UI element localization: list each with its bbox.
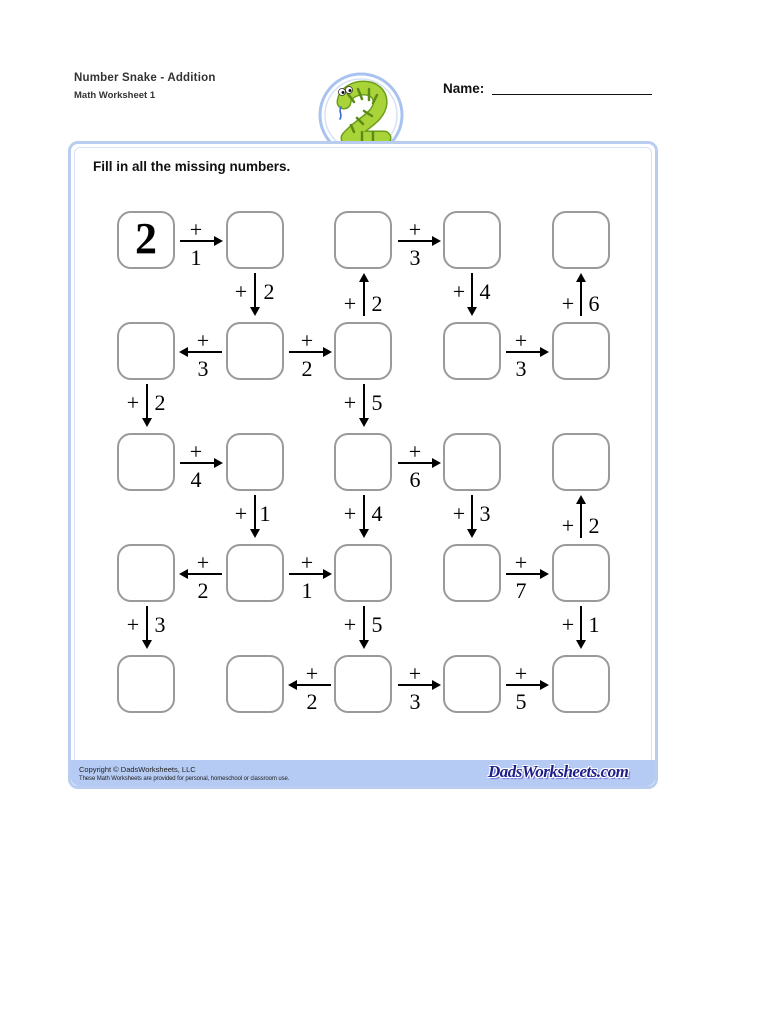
plus-sign: + (408, 661, 422, 686)
step-value: 2 (588, 513, 600, 538)
step-value: 7 (515, 578, 527, 603)
plus-sign: + (189, 439, 203, 464)
answer-box-r4-c3[interactable] (334, 544, 392, 602)
step-value: 1 (259, 501, 271, 526)
disclaimer-text: These Math Worksheets are provided for personal, homeschool or classroom use. (79, 776, 290, 782)
answer-box-r3-c4[interactable] (443, 433, 501, 491)
name-field[interactable] (492, 94, 652, 95)
arrow-right-icon (504, 346, 550, 358)
step-value: 2 (301, 356, 313, 381)
copyright-text: Copyright © DadsWorksheets, LLC (79, 765, 196, 774)
answer-box-r4-c4[interactable] (443, 544, 501, 602)
arrow-down-icon (249, 272, 261, 318)
plus-sign: + (561, 291, 575, 316)
step-value: 3 (409, 245, 421, 270)
answer-box-r1-c5[interactable] (552, 211, 610, 269)
plus-sign: + (514, 550, 528, 575)
answer-box-r2-c5[interactable] (552, 322, 610, 380)
step-value: 5 (515, 689, 527, 714)
plus-sign: + (343, 291, 357, 316)
name-label: Name: (443, 81, 485, 96)
step-value: 2 (197, 578, 209, 603)
plus-sign: + (343, 501, 357, 526)
step-value: 4 (190, 467, 202, 492)
arrow-right-icon (504, 679, 550, 691)
plus-sign: + (300, 328, 314, 353)
plus-sign: + (343, 390, 357, 415)
answer-box-r2-c1[interactable] (117, 322, 175, 380)
answer-box-r5-c1[interactable] (117, 655, 175, 713)
plus-sign: + (189, 217, 203, 242)
step-value: 3 (515, 356, 527, 381)
start-number-box: 2 (117, 211, 175, 269)
plus-sign: + (126, 612, 140, 637)
plus-sign: + (234, 279, 248, 304)
answer-box-r4-c1[interactable] (117, 544, 175, 602)
plus-sign: + (408, 439, 422, 464)
plus-sign: + (300, 550, 314, 575)
plus-sign: + (305, 661, 319, 686)
step-value: 6 (409, 467, 421, 492)
step-value: 5 (371, 390, 383, 415)
step-value: 2 (306, 689, 318, 714)
answer-box-r1-c2[interactable] (226, 211, 284, 269)
answer-box-r5-c4[interactable] (443, 655, 501, 713)
step-value: 6 (588, 291, 600, 316)
answer-box-r3-c2[interactable] (226, 433, 284, 491)
answer-box-r1-c3[interactable] (334, 211, 392, 269)
step-value: 3 (409, 689, 421, 714)
answer-box-r4-c5[interactable] (552, 544, 610, 602)
plus-sign: + (196, 550, 210, 575)
answer-box-r5-c2[interactable] (226, 655, 284, 713)
step-value: 3 (154, 612, 166, 637)
answer-box-r2-c3[interactable] (334, 322, 392, 380)
answer-box-r5-c5[interactable] (552, 655, 610, 713)
plus-sign: + (452, 279, 466, 304)
worksheet-title: Number Snake - Addition (74, 72, 216, 84)
worksheet-subtitle: Math Worksheet 1 (74, 90, 156, 101)
plus-sign: + (561, 513, 575, 538)
answer-box-r3-c1[interactable] (117, 433, 175, 491)
plus-sign: + (408, 217, 422, 242)
answer-box-r1-c4[interactable] (443, 211, 501, 269)
step-value: 5 (371, 612, 383, 637)
answer-box-r4-c2[interactable] (226, 544, 284, 602)
answer-box-r2-c4[interactable] (443, 322, 501, 380)
step-value: 2 (263, 279, 275, 304)
answer-box-r3-c5[interactable] (552, 433, 610, 491)
plus-sign: + (126, 390, 140, 415)
plus-sign: + (343, 612, 357, 637)
step-value: 4 (371, 501, 383, 526)
plus-sign: + (514, 328, 528, 353)
answer-box-r2-c2[interactable] (226, 322, 284, 380)
arrow-right-icon (504, 568, 550, 580)
instructions: Fill in all the missing numbers. (93, 159, 291, 174)
step-value: 1 (588, 612, 600, 637)
answer-box-r3-c3[interactable] (334, 433, 392, 491)
plus-sign: + (196, 328, 210, 353)
plus-sign: + (234, 501, 248, 526)
plus-sign: + (514, 661, 528, 686)
step-value: 4 (479, 279, 491, 304)
step-value: 2 (371, 291, 383, 316)
plus-sign: + (452, 501, 466, 526)
step-value: 3 (197, 356, 209, 381)
step-value: 1 (301, 578, 313, 603)
step-value: 2 (154, 390, 166, 415)
step-value: 3 (479, 501, 491, 526)
dadsworksheets-logo: DadsWorksheets.com (488, 762, 629, 781)
answer-box-r5-c3[interactable] (334, 655, 392, 713)
plus-sign: + (561, 612, 575, 637)
step-value: 1 (190, 245, 202, 270)
